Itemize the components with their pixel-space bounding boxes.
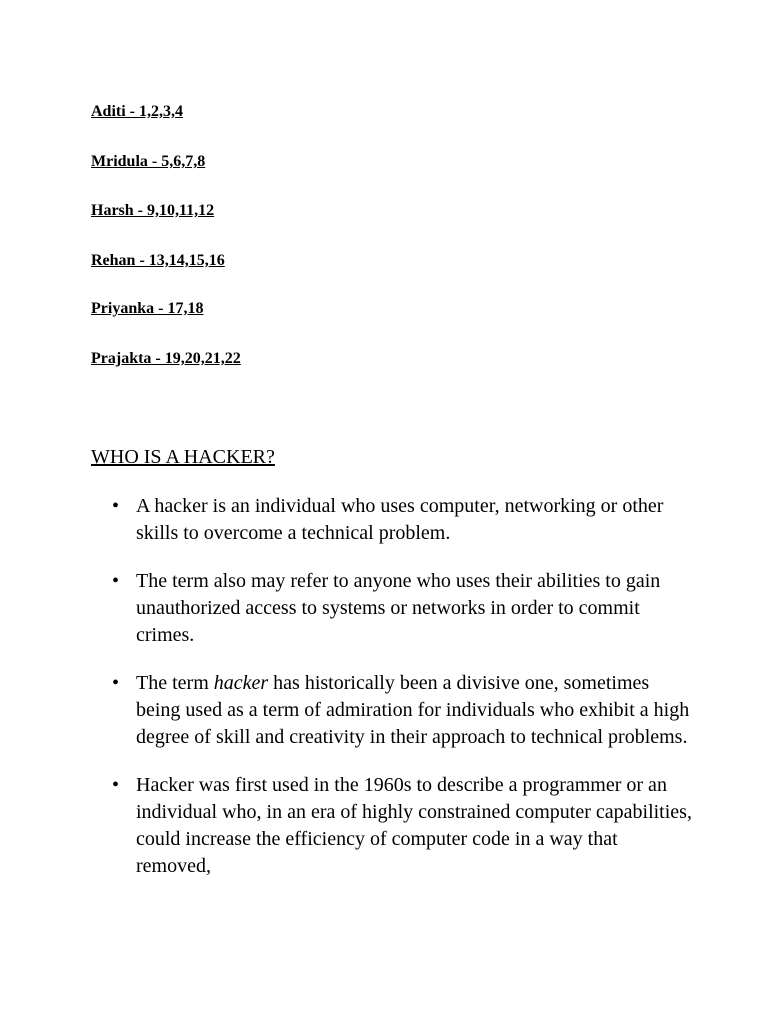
- bullet-text: The term also may refer to anyone who uses their abilities to gain unauthorized access to systems or networks in order to commit crimes.: [136, 570, 661, 646]
- assignment-rehan: Rehan - 13,14,15,16: [91, 252, 225, 269]
- bullet-text: Hacker was first used in the 1960s to describe a programmer or an individual who, in an era of highly constrained computer capabilities, could increase the efficiency of computer code in a way that removed,: [136, 774, 692, 877]
- bullet-text: A hacker is an individual who uses computer, networking or other skills to overcome a technical problem.: [136, 495, 664, 544]
- bullet-text: [136, 672, 689, 748]
- bullet-item: [112, 568, 692, 649]
- bullet-item: [112, 670, 692, 751]
- bullet-icon: •: [112, 570, 120, 592]
- bullet-icon: •: [112, 774, 120, 796]
- bullet-icon: •: [112, 495, 120, 517]
- section-heading: WHO IS A HACKER?: [91, 446, 275, 468]
- bullet-list: [112, 493, 692, 901]
- bullet-text-post: has historically been a divisive one, sometimes being used as a term of admiration for individuals who exhibit a high degree of skill and creativity in their approach to technical problems.: [136, 672, 690, 748]
- bullet-item: [112, 493, 692, 547]
- assignment-priyanka: Priyanka - 17,18: [91, 300, 204, 317]
- assignment-aditi: Aditi - 1,2,3,4: [91, 103, 183, 120]
- bullet-text-pre: The term: [136, 672, 214, 694]
- bullet-item: [112, 772, 692, 880]
- assignment-mridula: Mridula - 5,6,7,8: [91, 153, 206, 170]
- assignment-prajakta: Prajakta - 19,20,21,22: [91, 350, 241, 367]
- bullet-text-emphasis: hacker: [213, 672, 269, 694]
- assignment-harsh: Harsh - 9,10,11,12: [91, 202, 215, 219]
- bullet-icon: •: [112, 672, 120, 694]
